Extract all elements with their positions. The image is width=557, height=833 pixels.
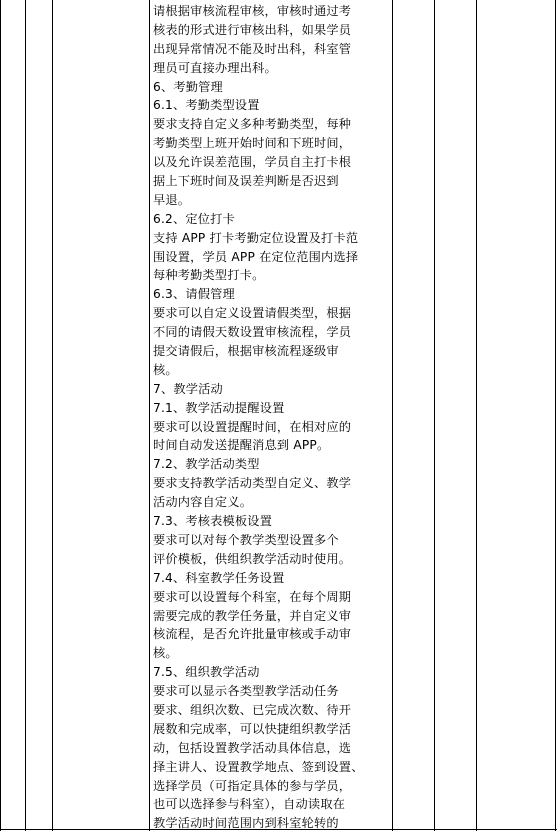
text-line: 6.2、定位打卡 [153, 211, 235, 226]
text-line: 择主讲人、设置教学地点、签到设置、 [153, 759, 364, 774]
text-line: 7.5、组织教学活动 [153, 665, 260, 680]
text-line: 7、教学活动 [153, 381, 223, 396]
text-line: 要求支持自定义多种考勤类型，每种 [153, 117, 352, 132]
text-line: 6.3、请假管理 [153, 287, 235, 302]
text-line: 核表的形式进行审核出科，如果学员 [153, 22, 352, 37]
text-line: 核。 [153, 646, 178, 661]
column-divider [25, 0, 26, 831]
requirement-text [153, 2, 387, 833]
column-divider [52, 0, 53, 831]
column-unit-cell [434, 0, 476, 831]
column-item-cell [25, 0, 149, 831]
table-border-left [0, 0, 1, 831]
column-divider [392, 0, 393, 831]
text-line: 核。 [153, 362, 178, 377]
text-line: 每种考勤类型打卡。 [153, 268, 265, 283]
text-line: 7.3、考核表模板设置 [153, 514, 273, 529]
text-line: 7.1、教学活动提醒设置 [153, 400, 285, 415]
text-line: 评价模板，供组织教学活动时使用。 [153, 551, 352, 566]
column-divider [434, 0, 435, 831]
text-line: 7.2、教学活动类型 [153, 457, 260, 472]
column-note-cell [476, 0, 555, 831]
text-line: 理员可直接办理出科。 [153, 60, 277, 75]
text-line: 核流程，是否允许批量审核或手动审 [153, 627, 352, 642]
text-line: 时间自动发送提醒消息到 APP。 [153, 438, 330, 453]
text-line: 教学活动时间范围内到科室轮转的 [153, 816, 339, 831]
text-line: 动，包括设置教学活动具体信息，选 [153, 740, 352, 755]
column-divider [149, 0, 150, 831]
text-line: 出现异常情况不能及时出科，科室管 [153, 41, 352, 56]
table-border-right [555, 0, 556, 831]
text-line: 6.1、考勤类型设置 [153, 98, 260, 113]
text-line: 要求可以对每个教学类型设置多个 [153, 532, 339, 547]
text-line: 要求、组织次数、已完成次数、待开 [153, 702, 352, 717]
text-line: 选择学员（可指定具体的参与学员， [153, 778, 352, 793]
text-line: 也可以选择参与科室），自动读取在 [153, 797, 346, 812]
text-line: 早退。 [153, 192, 191, 207]
text-line: 以及允许误差范围，学员自主打卡根 [153, 155, 352, 170]
text-line: 不同的请假天数设置审核流程，学员 [153, 325, 352, 340]
text-line: 提交请假后，根据审核流程逐级审 [153, 344, 339, 359]
text-line: 要求可以自定义设置请假类型，根据 [153, 306, 352, 321]
text-line: 据上下班时间及误差判断是否迟到 [153, 174, 339, 189]
text-line: 活动内容自定义。 [153, 495, 253, 510]
text-line: 6、考勤管理 [153, 79, 223, 94]
column-qty-cell [392, 0, 434, 831]
text-line: 展数和完成率，可以快捷组织教学活 [153, 721, 352, 736]
text-line: 围设置，学员 APP 在定位范围内选择 [153, 249, 359, 264]
text-line: 7.4、科室教学任务设置 [153, 570, 285, 585]
text-line: 要求支持教学活动类型自定义、教学 [153, 476, 352, 491]
text-line: 考勤类型上班开始时间和下班时间， [153, 136, 352, 151]
text-line: 支持 APP 打卡考勤定位设置及打卡范 [153, 230, 359, 245]
text-line: 请根据审核流程审核，审核时通过考 [153, 4, 352, 18]
text-line: 要求可以设置每个科室，在每个周期 [153, 589, 352, 604]
text-line: 要求可以显示各类型教学活动任务 [153, 684, 339, 699]
text-line: 需要完成的教学任务量，并自定义审 [153, 608, 352, 623]
column-index-cell [0, 0, 25, 831]
column-divider [476, 0, 477, 831]
text-line: 要求可以设置提醒时间，在相对应的 [153, 419, 352, 434]
